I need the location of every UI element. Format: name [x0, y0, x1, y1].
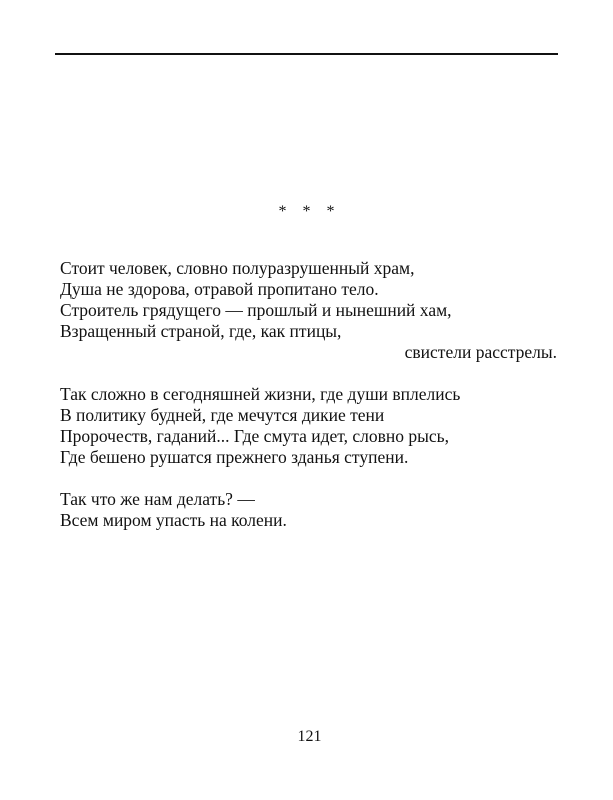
page-number: 121 — [297, 728, 322, 745]
poem-line: Взращенный страной, где, как птицы, — [60, 321, 342, 341]
poem-line: Так сложно в сегодняшней жизни, где души вплелись — [60, 384, 461, 404]
stanza-1 — [60, 258, 557, 363]
poem — [60, 258, 557, 552]
poem-line: Стоит человек, словно полуразрушенный храм, — [60, 258, 415, 278]
section-marker: * * * — [278, 203, 341, 220]
stanza-2 — [60, 384, 557, 468]
poem-line: Так что же нам делать? — — [60, 489, 255, 509]
header-rule — [55, 53, 558, 55]
poem-line: Всем миром упасть на колени. — [60, 510, 287, 530]
poem-line: Где бешено рушатся прежнего зданья ступени. — [60, 447, 409, 467]
poem-line-indented: свистели расстрелы. — [404, 342, 557, 362]
poem-line: В политику будней, где мечутся дикие тени — [60, 405, 385, 425]
poem-line: Пророчеств, гаданий... Где смута идет, словно рысь, — [60, 426, 450, 446]
poem-line: Строитель грядущего — прошлый и нынешний хам, — [60, 300, 452, 320]
poem-line: Душа не здорова, отравой пропитано тело. — [60, 279, 379, 299]
stanza-3 — [60, 489, 557, 531]
